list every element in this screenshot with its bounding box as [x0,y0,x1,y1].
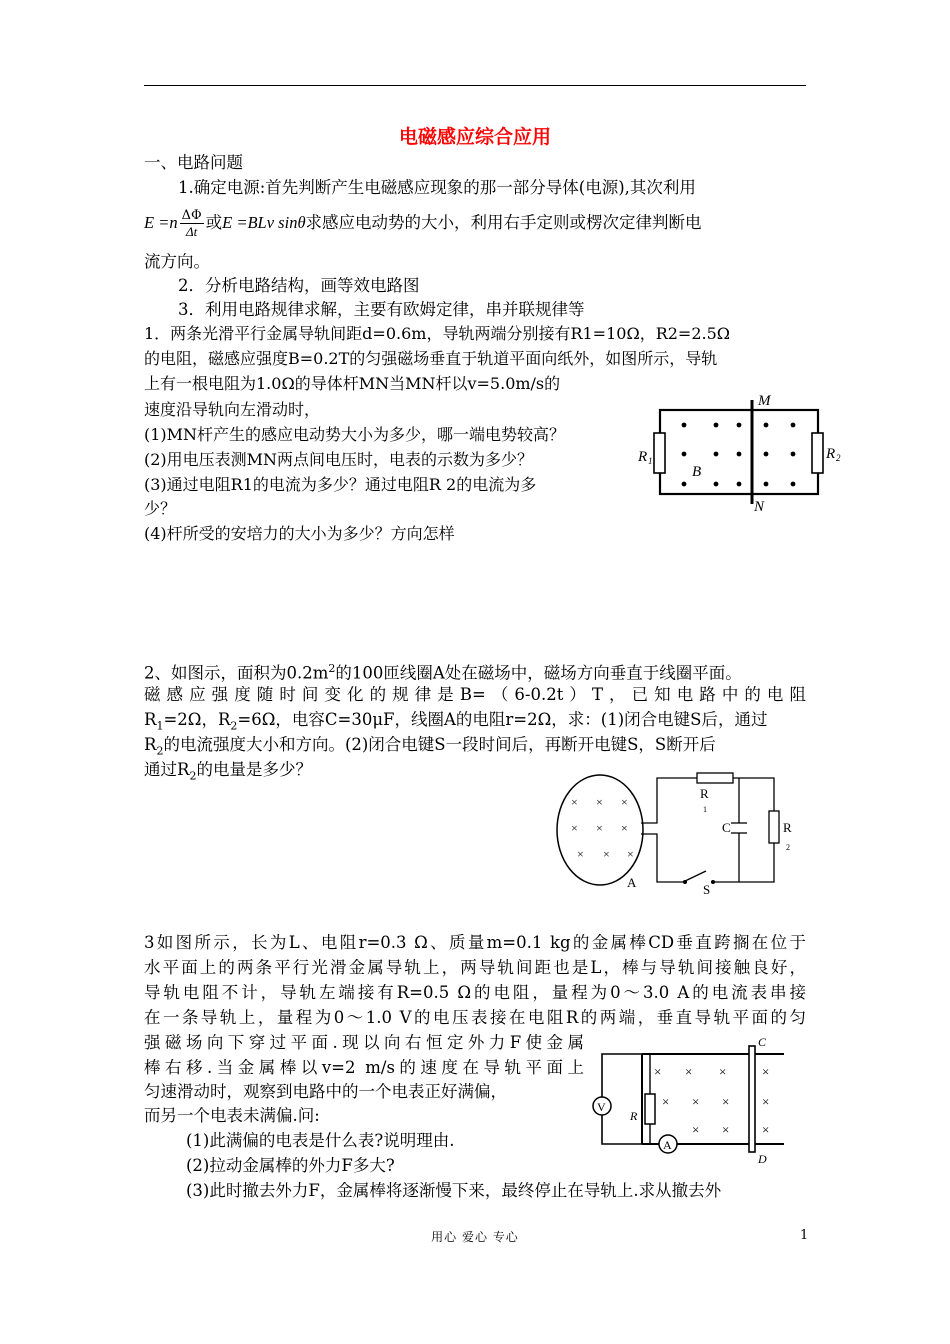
svg-text:×: × [621,821,628,835]
wire-top-left [641,778,697,823]
step1-line-b [144,203,702,243]
fraction-numerator: ΔΦ [181,208,202,223]
wire-bottom-left [641,834,685,882]
step1-line-c: 流方向。 [144,252,210,271]
p3-line-7: 匀速滑动时，观察到电路中的一个电表正好满偏， [144,1082,507,1101]
p3-question-2: (2)拉动金属棒的外力F多大? [186,1156,395,1175]
page-title: 电磁感应综合应用 [398,126,551,148]
p2-line-1 [144,657,742,686]
p1-line-1: 1．两条光滑平行金属导轨间距d=0.6m，导轨两端分别接有R1=10Ω，R2=2.5Ω [144,324,731,343]
svg-text:×: × [596,821,603,835]
p2-line-5b: 的电量是多少？ [196,760,312,779]
label-r1-sub: 1 [648,456,653,466]
svg-text:×: × [692,1094,700,1109]
p3-line-1: 3如图所示，长为L、电阻r=0.3 Ω、质量m=0.1 kg的金属棒CD垂直跨搁在位于 [144,933,806,952]
p2-r1-sub: 1 [156,719,164,733]
wire-bottom-right [713,843,774,882]
p3-line-2: 水平面上的两条平行光滑金属导轨上，两导轨间距也是L，棒与导轨间接触良好， [144,958,806,977]
switch-s [683,871,706,882]
p1-line-2: 的电阻，磁感应强度B=0.2T的匀强磁场垂直于轨道平面向纸外，如图所示，导轨 [144,349,718,368]
label-c: C [758,1036,767,1049]
label-s: S [703,882,711,897]
label-n: N [754,499,765,515]
svg-text:×: × [577,847,584,861]
svg-text:×: × [762,1094,770,1109]
or-word: 或 [205,213,223,232]
resistor-r [645,1094,655,1124]
fraction-denominator: Δt [185,224,198,239]
p3-question-3: (3)此时撤去外力F，金属棒将逐渐慢下来，最终停止在导轨上.求从撤去外 [186,1181,722,1200]
formula-fraction [180,208,204,239]
label-d: D [758,1152,767,1164]
label-b: B [692,464,702,480]
p3-question-1: (1)此满偏的电表是什么表?说明理由. [186,1131,455,1150]
svg-text:×: × [621,795,628,809]
svg-text:×: × [662,1094,670,1109]
p2-line-5 [144,758,312,788]
formula-lhs: E =n [144,213,178,232]
field-crosses [571,795,634,861]
svg-text:×: × [685,1064,693,1079]
label-r2-sub: 2 [836,453,841,463]
step3-line: 3．利用电路规律求解，主要有欧姆定律，串并联规律等 [178,300,585,319]
p1-question-3a: (3)通过电阻R1的电流为多少？通过电阻R 2的电流为多 [144,475,537,494]
p2-sup: 2 [328,662,336,675]
section-heading: 一、电路问题 [144,153,243,172]
page-number: 1 [800,1228,809,1243]
p3-line-6: 棒右移.当金属棒以v=2 m/s的速度在导轨平面上 [144,1058,584,1077]
p2-line-4-text: 的电流强度大小和方向。(2)闭合电键S一段时间后，再断开电键S，S断开后 [163,735,716,754]
formula-2: E =BLv sinθ [222,213,306,232]
p2-r1: R [144,710,157,729]
resistor-r1 [697,773,733,783]
p2-r2-sub-c: 2 [189,769,197,783]
label-r2: R [826,446,836,462]
svg-text:×: × [762,1064,770,1079]
step2-line: 2．分析电路结构，画等效电路图 [178,276,420,295]
p2-r2-sub-b: 2 [156,744,164,758]
svg-text:×: × [571,821,578,835]
p3-line-4: 在一条导轨上，量程为0～1.0 V的电压表接在电阻R的两端，垂直导轨平面的匀 [144,1008,806,1027]
svg-text:×: × [603,847,610,861]
p1-figure [636,388,846,518]
p1-question-4: (4)杆所受的安培力的大小为多少？方向怎样 [144,524,455,543]
label-a: A [663,1138,672,1152]
p2-line-5a: 通过R [144,760,190,779]
p2-r2: R [144,735,157,754]
p2-figure [555,770,805,900]
svg-text:×: × [719,1064,727,1079]
svg-text:×: × [654,1064,662,1079]
resistor-r2 [769,811,779,843]
label-r1-sub: 1 [703,805,707,814]
p1-line-4: 速度沿导轨向左滑动时， [144,400,321,419]
svg-text:×: × [692,1122,700,1137]
step1-line-a: 1.确定电源:首先判断产生电磁感应现象的那一部分导体(电源),其次利用 [178,178,696,197]
rod-cd [749,1046,755,1152]
resistor-r1 [654,433,665,473]
label-v: V [597,1100,606,1114]
step1-text-b: 求感应电动势的大小，利用右手定则或楞次定律判断电 [305,213,702,232]
label-r2-sub: 2 [786,843,790,852]
p1-question-1: (1)MN杆产生的感应电动势大小为多少，哪一端电势较高？ [144,425,566,444]
svg-text:×: × [627,847,634,861]
p1-question-3b: 少？ [144,499,177,518]
p2-line-3b: =6Ω，电容C=30μF，线圈A的电阻r=2Ω，求：(1)闭合电键S后，通过 [237,710,768,729]
svg-text:×: × [571,795,578,809]
p3-figure [588,1036,788,1164]
svg-text:×: × [596,795,603,809]
p2-r2-sub: 2 [230,719,238,733]
p3-line-5: 强磁场向下穿过平面.现以向右恒定外力F使金属 [144,1033,584,1052]
p2-line-3a: =2Ω，R [163,710,231,729]
header-rule [144,85,806,86]
label-a: A [627,875,637,890]
resistor-r2 [812,433,823,473]
p2-line-1a: 2、如图示，面积为0.2m [144,663,329,683]
label-m: M [758,393,771,409]
p1-question-2: (2)用电压表测MN两点间电压时，电表的示数为多少？ [144,450,534,469]
svg-text:×: × [722,1122,730,1137]
p3-line-8: 而另一个电表未满偏.问: [144,1106,320,1125]
label-r1: R [638,449,648,465]
p1-line-3: 上有一根电阻为1.0Ω的导体杆MN当MN杆以v=5.0m/s的 [144,374,561,393]
label-c: C [722,820,731,835]
svg-text:×: × [722,1094,730,1109]
p3-line-3: 导轨电阻不计，导轨左端接有R=0.5 Ω的电阻，量程为0～3.0 A的电流表串接 [144,983,806,1002]
label-r1: R [700,786,709,801]
page-footer: 用心 爱心 专心 [431,1230,519,1244]
p2-line-2: 磁感应强度随时间变化的规律是B=（6-0.2t）T，已知电路中的电阻 [144,685,806,704]
p2-line-1b: 的100匝线圈A处在磁场中，磁场方向垂直于线圈平面。 [335,663,742,683]
label-r: R [630,1109,638,1123]
svg-text:×: × [762,1122,770,1137]
label-r2: R [783,820,792,835]
